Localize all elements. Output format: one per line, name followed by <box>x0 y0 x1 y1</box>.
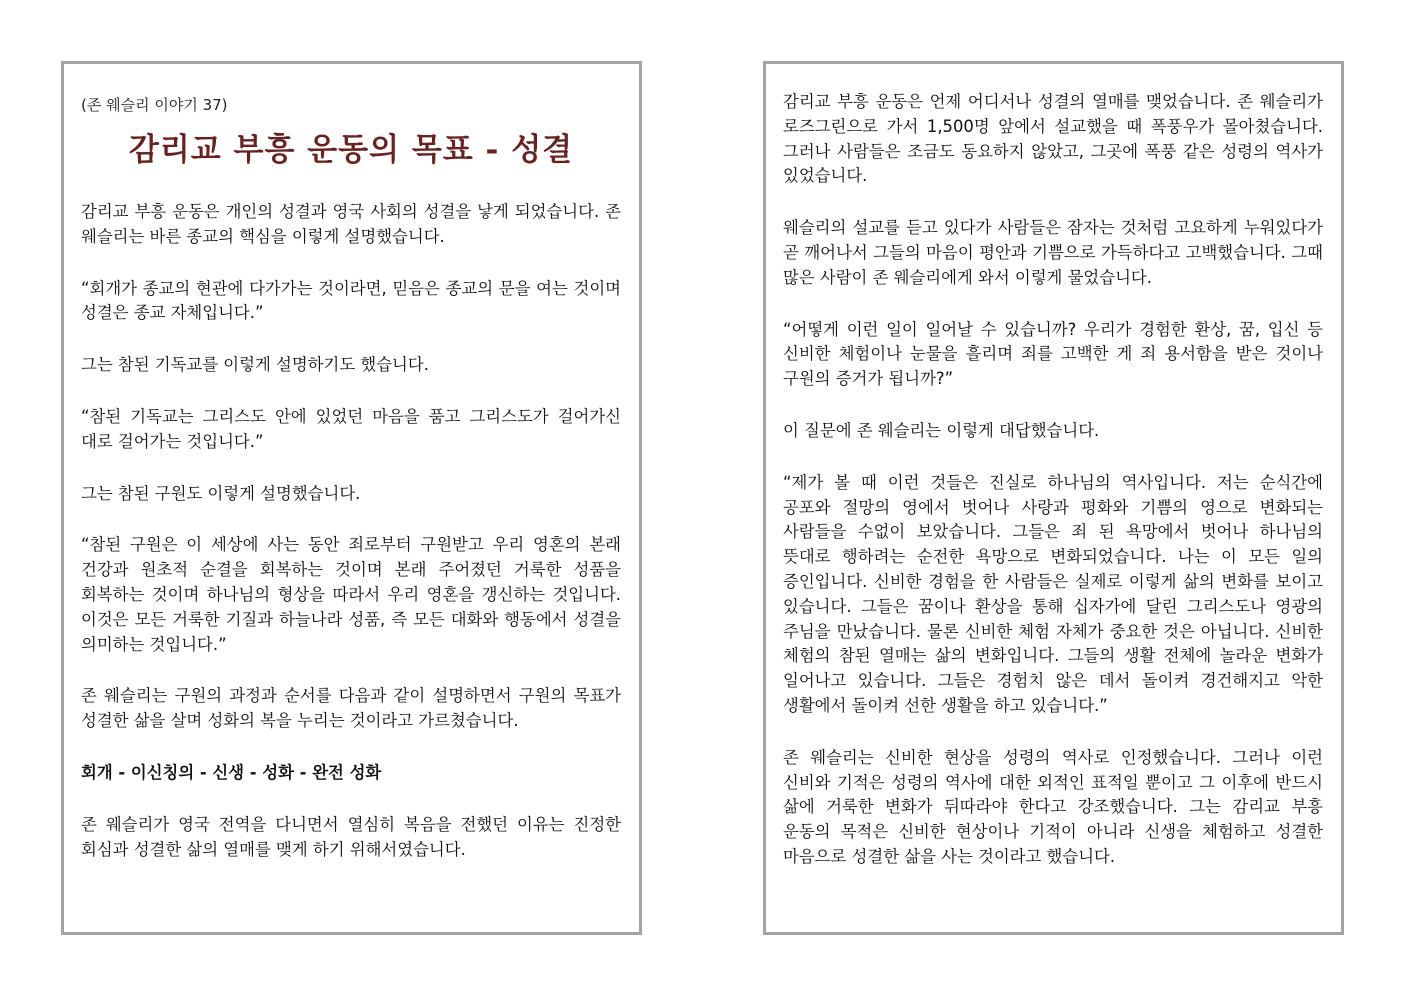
paragraph: 존 웨슬리는 신비한 현상을 성령의 역사로 인정했습니다. 그러나 이런 신비와 기적은 성령의 역사에 대한 외적인 표적일 뿐이고 그 이후에 반드시 삶에 거룩한 변화가 뒤따라야 한다고 강조했습니다. 그는 감리교 부흥 운동의 목적은 신비한 현상이나 기적이 아니라 신생을 체험하고 성결한 마음으로 성결한 삶을 사는 것이라고 했습니다. <box>783 747 1323 866</box>
paragraph: 그는 참된 구원도 이렇게 설명했습니다. <box>81 483 361 503</box>
quote-paragraph: “참된 구원은 이 세상에 사는 동안 죄로부터 구원받고 우리 영혼의 본래 건강과 원초적 순결을 회복하는 것이며 본래 주어졌던 거룩한 성품을 회복하는 것이며 하나님의 형상을 따라서 우리 영혼을 갱신하는 것입니다. 이것은 모든 거룩한 기질과 하늘나라 성품, 즉 모든 대화와 행동에서 성결을 의미하는 것입니다.” <box>81 535 621 654</box>
salvation-steps-heading: 회개 - 이신칭의 - 신생 - 성화 - 완전 성화 <box>81 762 382 782</box>
right-page <box>763 61 1344 935</box>
paragraph: 웨슬리의 설교를 듣고 있다가 사람들은 잠자는 것처럼 고요하게 누워있다가 곧 깨어나서 그들의 마음이 평안과 기쁨으로 가득하다고 고백했습니다. 그때 많은 사람이 존 웨슬리에게 와서 이렇게 물었습니다. <box>783 218 1323 287</box>
quote-paragraph: “어떻게 이런 일이 일어날 수 있습니까? 우리가 경험한 환상, 꿈, 입신 등 신비한 체험이나 눈물을 흘리며 죄를 고백한 게 죄 용서함을 받은 것이나 구원의 증거가 됩니까?” <box>783 319 1323 389</box>
paragraph: 감리교 부흥 운동은 언제 어디서나 성결의 열매를 맺었습니다. 존 웨슬리가 로즈그린으로 가서 1,500명 앞에서 설교했을 때 폭풍우가 몰아쳤습니다. 그러나 사람들은 조금도 동요하지 않았고, 그곳에 폭풍 같은 성령의 역사가 있었습니다. <box>783 92 1323 186</box>
series-label: (존 웨슬리 이야기 37) <box>81 96 228 114</box>
quote-paragraph: “제가 볼 때 이런 것들은 진실로 하나님의 역사입니다. 저는 순식간에 공포와 절망의 영에서 벗어나 사랑과 평화와 기쁨의 영으로 변화되는 사람들을 수없이 보았습니다. 그들은 죄 된 욕망에서 벗어나 하나님의 뜻대로 행하려는 순전한 욕망으로 변화되었습니다. 나는 이 모든 일의 증인입니다. 신비한 경험을 한 사람들은 실제로 이렇게 삶의 변화를 보이고 있습니다. 그들은 꿈이나 환상을 통해 십자가에 달린 그리스도나 영광의 주님을 만났습니다. 물론 신비한 체험 자체가 중요한 것은 아닙니다. 신비한 체험의 참된 열매는 삶의 변화입니다. 그들의 생활 전체에 놀라운 변화가 일어나고 있습니다. 그들은 경험치 않은 데서 돌이켜 경건해지고 악한 생활에서 돌이켜 선한 생활을 하고 있습니다.” <box>783 472 1323 715</box>
quote-paragraph: “참된 기독교는 그리스도 안에 있었던 마음을 품고 그리스도가 걸어가신 대로 걸어가는 것입니다.” <box>81 406 621 451</box>
paragraph: 감리교 부흥 운동은 개인의 성결과 영국 사회의 성결을 낳게 되었습니다. 존 웨슬리는 바른 종교의 핵심을 이렇게 설명했습니다. <box>81 202 621 246</box>
paragraph: 이 질문에 존 웨슬리는 이렇게 대답했습니다. <box>783 420 1100 440</box>
paragraph: 존 웨슬리는 구원의 과정과 순서를 다음과 같이 설명하면서 구원의 목표가 성결한 삶을 살며 성화의 복을 누리는 것이라고 가르쳤습니다. <box>81 686 621 731</box>
left-page <box>61 61 642 935</box>
page-title: 감리교 부흥 운동의 목표 - 성결 <box>128 132 574 168</box>
quote-paragraph: “회개가 종교의 현관에 다가가는 것이라면, 믿음은 종교의 문을 여는 것이며 성결은 종교 자체입니다.” <box>81 278 621 323</box>
paragraph: 그는 참된 기독교를 이렇게 설명하기도 했습니다. <box>81 355 429 375</box>
closing-paragraph: 존 웨슬리가 영국 전역을 다니면서 열심히 복음을 전했던 이유는 진정한 회심과 성결한 삶의 열매를 맺게 하기 위해서였습니다. <box>81 814 621 859</box>
